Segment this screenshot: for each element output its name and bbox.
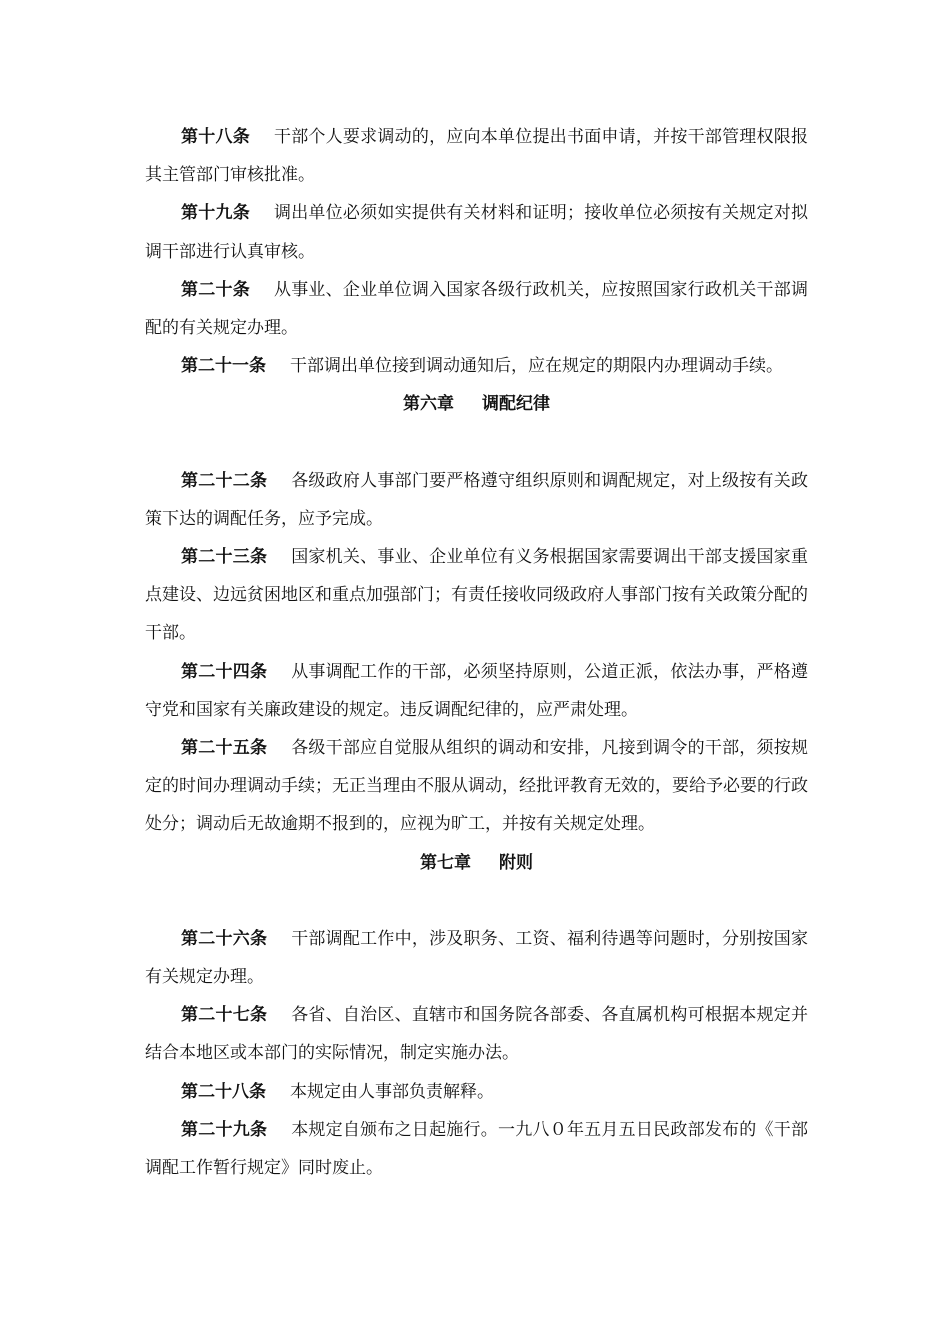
chapter-title: 调配纪律: [482, 394, 550, 415]
article-text: 从事业、企业单位调入国家各级行政机关，应按照国家行政机关干部调配的有关规定办理。: [145, 279, 809, 339]
article-text: 本规定自颁布之日起施行。一九八０年五月五日民政部发布的《干部调配工作暂行规定》同时废止。: [145, 1119, 809, 1179]
article-20: [145, 271, 808, 347]
article-number: 第二十五条: [181, 738, 268, 759]
article-text: 从事调配工作的干部，必须坚持原则，公道正派，依法办事，严格遵守党和国家有关廉政建设的规定。违反调配纪律的，应严肃处理。: [145, 661, 809, 720]
article-18: [145, 118, 808, 194]
chapter-title: 附则: [499, 852, 533, 873]
article-text: 各级政府人事部门要严格遵守组织原则和调配规定，对上级按有关政策下达的调配任务，应予完成。: [145, 470, 809, 529]
article-text: 调出单位必须如实提供有关材料和证明；接收单位必须按有关规定对拟调干部进行认真审核。: [145, 203, 809, 262]
article-text: 干部个人要求调动的，应向本单位提出书面申请，并按干部管理权限报其主管部门审核批准。: [145, 127, 809, 186]
article-text: 国家机关、事业、企业单位有义务根据国家需要调出干部支援国家重点建设、边远贫困地区和重点加强部门；有责任接收同级政府人事部门按有关政策分配的干部。: [145, 547, 809, 644]
article-22: [145, 462, 808, 538]
article-24: [145, 653, 808, 729]
article-text: 各省、自治区、直辖市和国务院各部委、各直属机构可根据本规定并结合本地区或本部门的实际情况，制定实施办法。: [145, 1005, 809, 1064]
article-number: 第二十一条: [181, 356, 266, 377]
chapter-6-heading: [145, 385, 808, 423]
article-text: 干部调配工作中，涉及职务、工资、福利待遇等问题时，分别按国家有关规定办理。: [145, 928, 809, 988]
article-number: 第十九条: [181, 203, 250, 224]
article-21: [145, 347, 808, 385]
article-28: [145, 1073, 808, 1111]
article-text: 干部调出单位接到调动通知后，应在规定的期限内办理调动手续。: [290, 356, 783, 377]
chapter-number: 第六章: [403, 394, 454, 415]
article-number: 第二十八条: [181, 1081, 266, 1102]
chapter-7-heading: [145, 844, 808, 882]
article-27: [145, 996, 808, 1072]
article-number: 第二十三条: [181, 547, 268, 568]
spacer: [145, 882, 808, 920]
article-number: 第二十六条: [181, 928, 268, 949]
article-25: [145, 729, 808, 844]
article-number: 第二十九条: [181, 1119, 268, 1140]
article-number: 第二十七条: [181, 1005, 268, 1026]
document-page: [145, 118, 808, 1187]
article-number: 第二十二条: [181, 470, 268, 491]
chapter-number: 第七章: [420, 852, 471, 873]
spacer: [145, 424, 808, 462]
article-29: [145, 1111, 808, 1187]
article-number: 第二十条: [181, 279, 250, 300]
article-23: [145, 538, 808, 653]
article-text: 各级干部应自觉服从组织的调动和安排，凡接到调令的干部，须按规定的时间办理调动手续；无正当理由不服从调动，经批评教育无效的，要给予必要的行政处分；调动后无故逾期不报到的，应视为旷工，并按有关规定处理。: [145, 738, 809, 835]
article-number: 第二十四条: [181, 661, 268, 682]
article-26: [145, 920, 808, 996]
article-number: 第十八条: [181, 127, 250, 147]
article-text: 本规定由人事部负责解释。: [290, 1081, 494, 1102]
article-19: [145, 194, 808, 270]
